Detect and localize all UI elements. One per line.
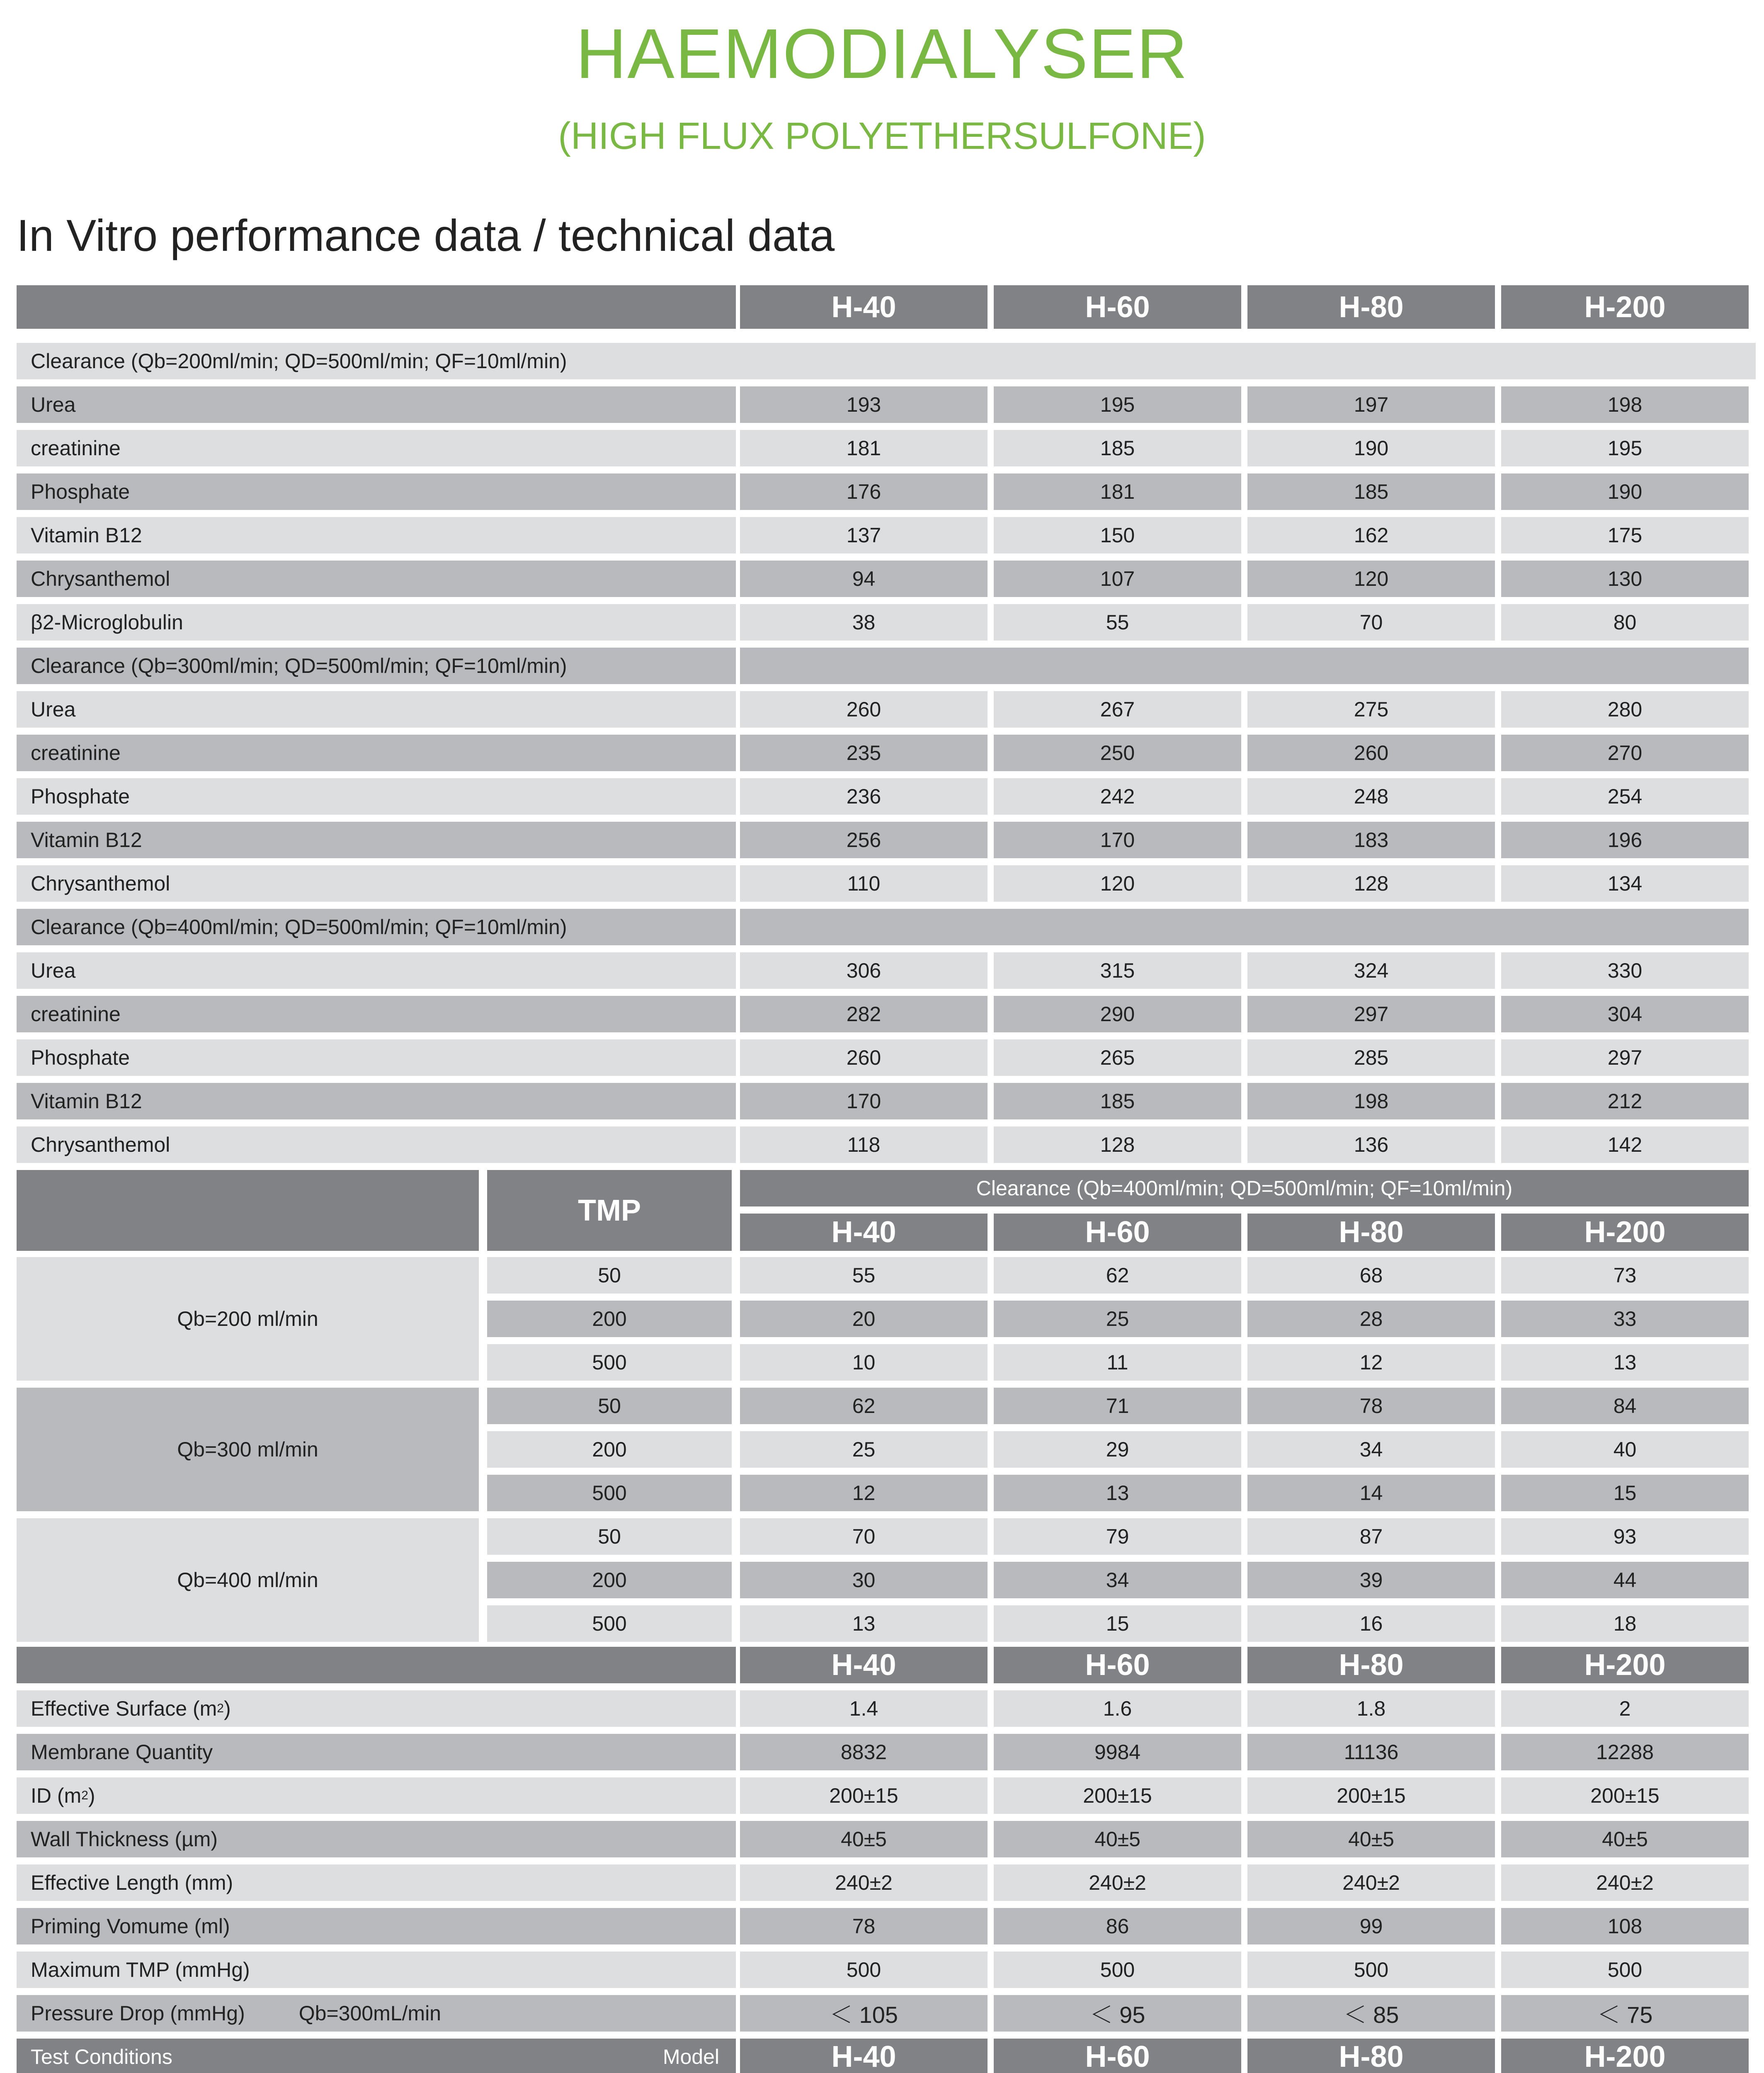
table-cell: 275 bbox=[1247, 691, 1495, 728]
table-cell: 240±2 bbox=[994, 1864, 1241, 1901]
table-cell: 39 bbox=[1247, 1562, 1495, 1598]
table-cell: ＜ 105 bbox=[740, 1995, 988, 2032]
table-cell: 70 bbox=[740, 1518, 988, 1555]
table-row-label: creatinine bbox=[17, 430, 736, 466]
qb-group-label: Qb=300 ml/min bbox=[17, 1388, 479, 1511]
model-header: H-200 bbox=[1501, 285, 1749, 329]
table-cell: 242 bbox=[994, 778, 1241, 815]
table-cell: 185 bbox=[994, 1083, 1241, 1119]
table-cell: 70 bbox=[1247, 604, 1495, 641]
table-cell: 137 bbox=[740, 517, 988, 553]
table-row-label bbox=[17, 1734, 736, 1770]
table-cell: 240±2 bbox=[1501, 1864, 1749, 1901]
table-cell: 128 bbox=[1247, 865, 1495, 902]
technical-blank-header bbox=[17, 1647, 736, 1683]
table-row-label bbox=[17, 1864, 736, 1901]
table-row-label: Chrysanthemol bbox=[17, 865, 736, 902]
table-cell: 190 bbox=[1501, 473, 1749, 510]
tmp-header: TMP bbox=[487, 1170, 732, 1251]
qb-group-label: Qb=200 ml/min bbox=[17, 1257, 479, 1381]
table-cell: 134 bbox=[1501, 865, 1749, 902]
page-subtitle: (HIGH FLUX POLYETHERSULFONE) bbox=[558, 115, 1206, 157]
table-cell: 181 bbox=[994, 473, 1241, 510]
table-cell: 118 bbox=[740, 1126, 988, 1163]
table-cell: ＜ 85 bbox=[1247, 1995, 1495, 2032]
table-row-label: ID (m 2 ) bbox=[17, 1777, 736, 1814]
table-row-label: Phosphate bbox=[17, 473, 736, 510]
table-cell: 15 bbox=[994, 1605, 1241, 1642]
qb-group-label: Qb=400 ml/min bbox=[17, 1518, 479, 1642]
row-label-text: Membrane Quantity bbox=[31, 1740, 213, 1764]
table-cell: 20 bbox=[740, 1301, 988, 1337]
table-cell: 11 bbox=[994, 1344, 1241, 1381]
table-cell: 73 bbox=[1501, 1257, 1749, 1294]
table-cell: 265 bbox=[994, 1039, 1241, 1076]
table-cell: 13 bbox=[994, 1475, 1241, 1511]
model-header: H-200 bbox=[1501, 1214, 1749, 1251]
table-cell: 40±5 bbox=[1501, 1821, 1749, 1857]
table-cell: 170 bbox=[740, 1083, 988, 1119]
table-row-label: creatinine bbox=[17, 996, 736, 1032]
table-cell: 260 bbox=[740, 691, 988, 728]
model-header: H-80 bbox=[1247, 285, 1495, 329]
table-cell: 78 bbox=[740, 1908, 988, 1944]
row-label-text: Effective Surface (m bbox=[31, 1697, 217, 1720]
table-cell: 170 bbox=[994, 822, 1241, 858]
tmp-value: 500 bbox=[487, 1475, 732, 1511]
row-label-text: Effective Length (mm) bbox=[31, 1871, 233, 1894]
table-cell: 110 bbox=[740, 865, 988, 902]
table-cell: ＜ 75 bbox=[1501, 1995, 1749, 2032]
table-cell: 86 bbox=[994, 1908, 1241, 1944]
table-row-label bbox=[17, 1952, 736, 1988]
table-cell: 195 bbox=[1501, 430, 1749, 466]
table-cell: 78 bbox=[1247, 1388, 1495, 1424]
tmp-value: 500 bbox=[487, 1344, 732, 1381]
table-row-label bbox=[17, 1908, 736, 1944]
tmp-value: 200 bbox=[487, 1562, 732, 1598]
table-cell: 68 bbox=[1247, 1257, 1495, 1294]
table-cell: 197 bbox=[1247, 386, 1495, 423]
table-cell: 270 bbox=[1501, 735, 1749, 771]
table-cell: 25 bbox=[994, 1301, 1241, 1337]
table-cell: 29 bbox=[994, 1431, 1241, 1468]
table-cell: 71 bbox=[994, 1388, 1241, 1424]
table-cell: 500 bbox=[740, 1952, 988, 1988]
table-cell: 80 bbox=[1501, 604, 1749, 641]
row-label-text: Wall Thickness (µm) bbox=[31, 1828, 218, 1851]
table-row-label: Urea bbox=[17, 386, 736, 423]
table-cell: 16 bbox=[1247, 1605, 1495, 1642]
table-cell: 304 bbox=[1501, 996, 1749, 1032]
table-cell: 94 bbox=[740, 561, 988, 597]
table-cell: 38 bbox=[740, 604, 988, 641]
table-cell: 108 bbox=[1501, 1908, 1749, 1944]
table-cell: 254 bbox=[1501, 778, 1749, 815]
table-cell: 11136 bbox=[1247, 1734, 1495, 1770]
table-cell: 1.8 bbox=[1247, 1690, 1495, 1727]
table-cell: 256 bbox=[740, 822, 988, 858]
table-cell: 120 bbox=[994, 865, 1241, 902]
section-title: In Vitro performance data / technical data bbox=[17, 210, 835, 260]
table-row-label: Vitamin B12 bbox=[17, 1083, 736, 1119]
model-header: H-200 bbox=[1501, 1647, 1749, 1683]
table-cell: 79 bbox=[994, 1518, 1241, 1555]
table-cell: 14 bbox=[1247, 1475, 1495, 1511]
table-cell: 40±5 bbox=[740, 1821, 988, 1857]
table-cell: 193 bbox=[740, 386, 988, 423]
model-header: H-60 bbox=[994, 2039, 1241, 2073]
table-cell: 290 bbox=[994, 996, 1241, 1032]
table-cell: 62 bbox=[994, 1257, 1241, 1294]
table-cell: 500 bbox=[1247, 1952, 1495, 1988]
table-cell: 185 bbox=[994, 430, 1241, 466]
table-cell: 236 bbox=[740, 778, 988, 815]
table-cell: 55 bbox=[994, 604, 1241, 641]
table-cell: 500 bbox=[994, 1952, 1241, 1988]
table-cell: 330 bbox=[1501, 952, 1749, 989]
table-cell: 107 bbox=[994, 561, 1241, 597]
table-cell: 25 bbox=[740, 1431, 988, 1468]
table-cell: 282 bbox=[740, 996, 988, 1032]
table-cell: 18 bbox=[1501, 1605, 1749, 1642]
clearance-group-spacer bbox=[740, 909, 1749, 945]
row-label-text: Maximum TMP (mmHg) bbox=[31, 1958, 250, 1981]
table-cell: 142 bbox=[1501, 1126, 1749, 1163]
table-cell: 162 bbox=[1247, 517, 1495, 553]
table-cell: 28 bbox=[1247, 1301, 1495, 1337]
table-cell: 12 bbox=[1247, 1344, 1495, 1381]
tmp-value: 50 bbox=[487, 1518, 732, 1555]
table-row-label: Vitamin B12 bbox=[17, 822, 736, 858]
clearance-group-spacer bbox=[740, 648, 1749, 684]
table-cell: 200±15 bbox=[740, 1777, 988, 1814]
table-cell: 200±15 bbox=[1501, 1777, 1749, 1814]
table-cell: 280 bbox=[1501, 691, 1749, 728]
table-row-label: Chrysanthemol bbox=[17, 1126, 736, 1163]
table-cell: 267 bbox=[994, 691, 1241, 728]
page-title: HAEMODIALYSER bbox=[575, 15, 1189, 93]
table-cell: 13 bbox=[740, 1605, 988, 1642]
table-cell: ＜ 95 bbox=[994, 1995, 1241, 2032]
model-header: H-80 bbox=[1247, 1214, 1495, 1251]
table-row-label: Vitamin B12 bbox=[17, 517, 736, 553]
table-cell: 212 bbox=[1501, 1083, 1749, 1119]
table-row-label: Effective Surface (m 2 ) bbox=[17, 1690, 736, 1727]
table-cell: 40 bbox=[1501, 1431, 1749, 1468]
tmp-value: 50 bbox=[487, 1257, 732, 1294]
table-cell: 297 bbox=[1247, 996, 1495, 1032]
table-row-label: β2-Microglobulin bbox=[17, 604, 736, 641]
table-cell: 183 bbox=[1247, 822, 1495, 858]
table-row-label: Urea bbox=[17, 691, 736, 728]
unit-suffix: ) bbox=[223, 1697, 231, 1720]
table-cell: 12288 bbox=[1501, 1734, 1749, 1770]
table-cell: 128 bbox=[994, 1126, 1241, 1163]
model-header: H-60 bbox=[994, 1647, 1241, 1683]
table-cell: 136 bbox=[1247, 1126, 1495, 1163]
table-cell: 13 bbox=[1501, 1344, 1749, 1381]
table-cell: 196 bbox=[1501, 822, 1749, 858]
table-row-label: Phosphate bbox=[17, 1039, 736, 1076]
table-cell: 198 bbox=[1501, 386, 1749, 423]
table-cell: 315 bbox=[994, 952, 1241, 989]
clearance-group-title: Clearance (Qb=400ml/min; QD=500ml/min; QF=10ml/min) bbox=[17, 909, 736, 945]
table-cell: 235 bbox=[740, 735, 988, 771]
table-cell: 30 bbox=[740, 1562, 988, 1598]
table-cell: 181 bbox=[740, 430, 988, 466]
table-cell: 40±5 bbox=[1247, 1821, 1495, 1857]
table-cell: 150 bbox=[994, 517, 1241, 553]
clearance-group-title: Clearance (Qb=200ml/min; QD=500ml/min; QF=10ml/min) bbox=[17, 343, 1756, 379]
table-row-label bbox=[17, 1995, 736, 2032]
table-cell: 297 bbox=[1501, 1039, 1749, 1076]
table-cell: 10 bbox=[740, 1344, 988, 1381]
model-header: H-200 bbox=[1501, 2039, 1749, 2073]
table-row-label: Urea bbox=[17, 952, 736, 989]
table-cell: 44 bbox=[1501, 1562, 1749, 1598]
unit-suffix: ) bbox=[88, 1784, 95, 1807]
table-cell: 200±15 bbox=[1247, 1777, 1495, 1814]
test-conditions-header bbox=[17, 2039, 736, 2073]
tmp-blank-header bbox=[17, 1170, 479, 1251]
tmp-value: 200 bbox=[487, 1431, 732, 1468]
model-header: H-80 bbox=[1247, 1647, 1495, 1683]
table-cell: 185 bbox=[1247, 473, 1495, 510]
tmp-value: 50 bbox=[487, 1388, 732, 1424]
table-cell: 250 bbox=[994, 735, 1241, 771]
table-cell: 9984 bbox=[994, 1734, 1241, 1770]
table-cell: 175 bbox=[1501, 517, 1749, 553]
model-label: Model bbox=[662, 2045, 719, 2068]
row-label-condition: Qb=300mL/min bbox=[298, 2002, 441, 2025]
table-cell: 200±15 bbox=[994, 1777, 1241, 1814]
table-cell: 285 bbox=[1247, 1039, 1495, 1076]
table-cell: 240±2 bbox=[1247, 1864, 1495, 1901]
model-header: H-80 bbox=[1247, 2039, 1495, 2073]
table-cell: 198 bbox=[1247, 1083, 1495, 1119]
table-cell: 34 bbox=[1247, 1431, 1495, 1468]
table-cell: 99 bbox=[1247, 1908, 1495, 1944]
table-cell: 2 bbox=[1501, 1690, 1749, 1727]
model-header: H-60 bbox=[994, 285, 1241, 329]
row-label-text: ID (m bbox=[31, 1784, 82, 1807]
model-header: H-40 bbox=[740, 1647, 988, 1683]
row-label-text: Pressure Drop (mmHg) bbox=[31, 2002, 245, 2025]
table-cell: 87 bbox=[1247, 1518, 1495, 1555]
table-row-label bbox=[17, 1821, 736, 1857]
table-cell: 8832 bbox=[740, 1734, 988, 1770]
row-label-text: Priming Vomume (ml) bbox=[31, 1915, 230, 1938]
table-cell: 130 bbox=[1501, 561, 1749, 597]
table-cell: 62 bbox=[740, 1388, 988, 1424]
table-cell: 240±2 bbox=[740, 1864, 988, 1901]
model-header: H-40 bbox=[740, 1214, 988, 1251]
table-row-label: Chrysanthemol bbox=[17, 561, 736, 597]
tmp-clearance-header: Clearance (Qb=400ml/min; QD=500ml/min; QF=10ml/min) bbox=[740, 1170, 1749, 1206]
table-cell: 33 bbox=[1501, 1301, 1749, 1337]
header-blank bbox=[17, 285, 736, 329]
table-cell: 1.6 bbox=[994, 1690, 1241, 1727]
table-cell: 176 bbox=[740, 473, 988, 510]
table-cell: 306 bbox=[740, 952, 988, 989]
table-cell: 15 bbox=[1501, 1475, 1749, 1511]
clearance-group-title: Clearance (Qb=300ml/min; QD=500ml/min; QF=10ml/min) bbox=[17, 648, 736, 684]
model-header: H-40 bbox=[740, 2039, 988, 2073]
table-cell: 190 bbox=[1247, 430, 1495, 466]
table-row-label: Phosphate bbox=[17, 778, 736, 815]
tmp-value: 200 bbox=[487, 1301, 732, 1337]
table-cell: 40±5 bbox=[994, 1821, 1241, 1857]
table-cell: 324 bbox=[1247, 952, 1495, 989]
table-cell: 55 bbox=[740, 1257, 988, 1294]
table-cell: 260 bbox=[1247, 735, 1495, 771]
test-conditions-label: Test Conditions bbox=[31, 2045, 172, 2068]
table-cell: 1.4 bbox=[740, 1690, 988, 1727]
table-cell: 248 bbox=[1247, 778, 1495, 815]
tmp-value: 500 bbox=[487, 1605, 732, 1642]
table-cell: 500 bbox=[1501, 1952, 1749, 1988]
table-cell: 195 bbox=[994, 386, 1241, 423]
table-cell: 84 bbox=[1501, 1388, 1749, 1424]
table-cell: 34 bbox=[994, 1562, 1241, 1598]
model-header: H-40 bbox=[740, 285, 988, 329]
table-cell: 260 bbox=[740, 1039, 988, 1076]
table-cell: 12 bbox=[740, 1475, 988, 1511]
table-row-label: creatinine bbox=[17, 735, 736, 771]
table-cell: 93 bbox=[1501, 1518, 1749, 1555]
model-header: H-60 bbox=[994, 1214, 1241, 1251]
table-cell: 120 bbox=[1247, 561, 1495, 597]
